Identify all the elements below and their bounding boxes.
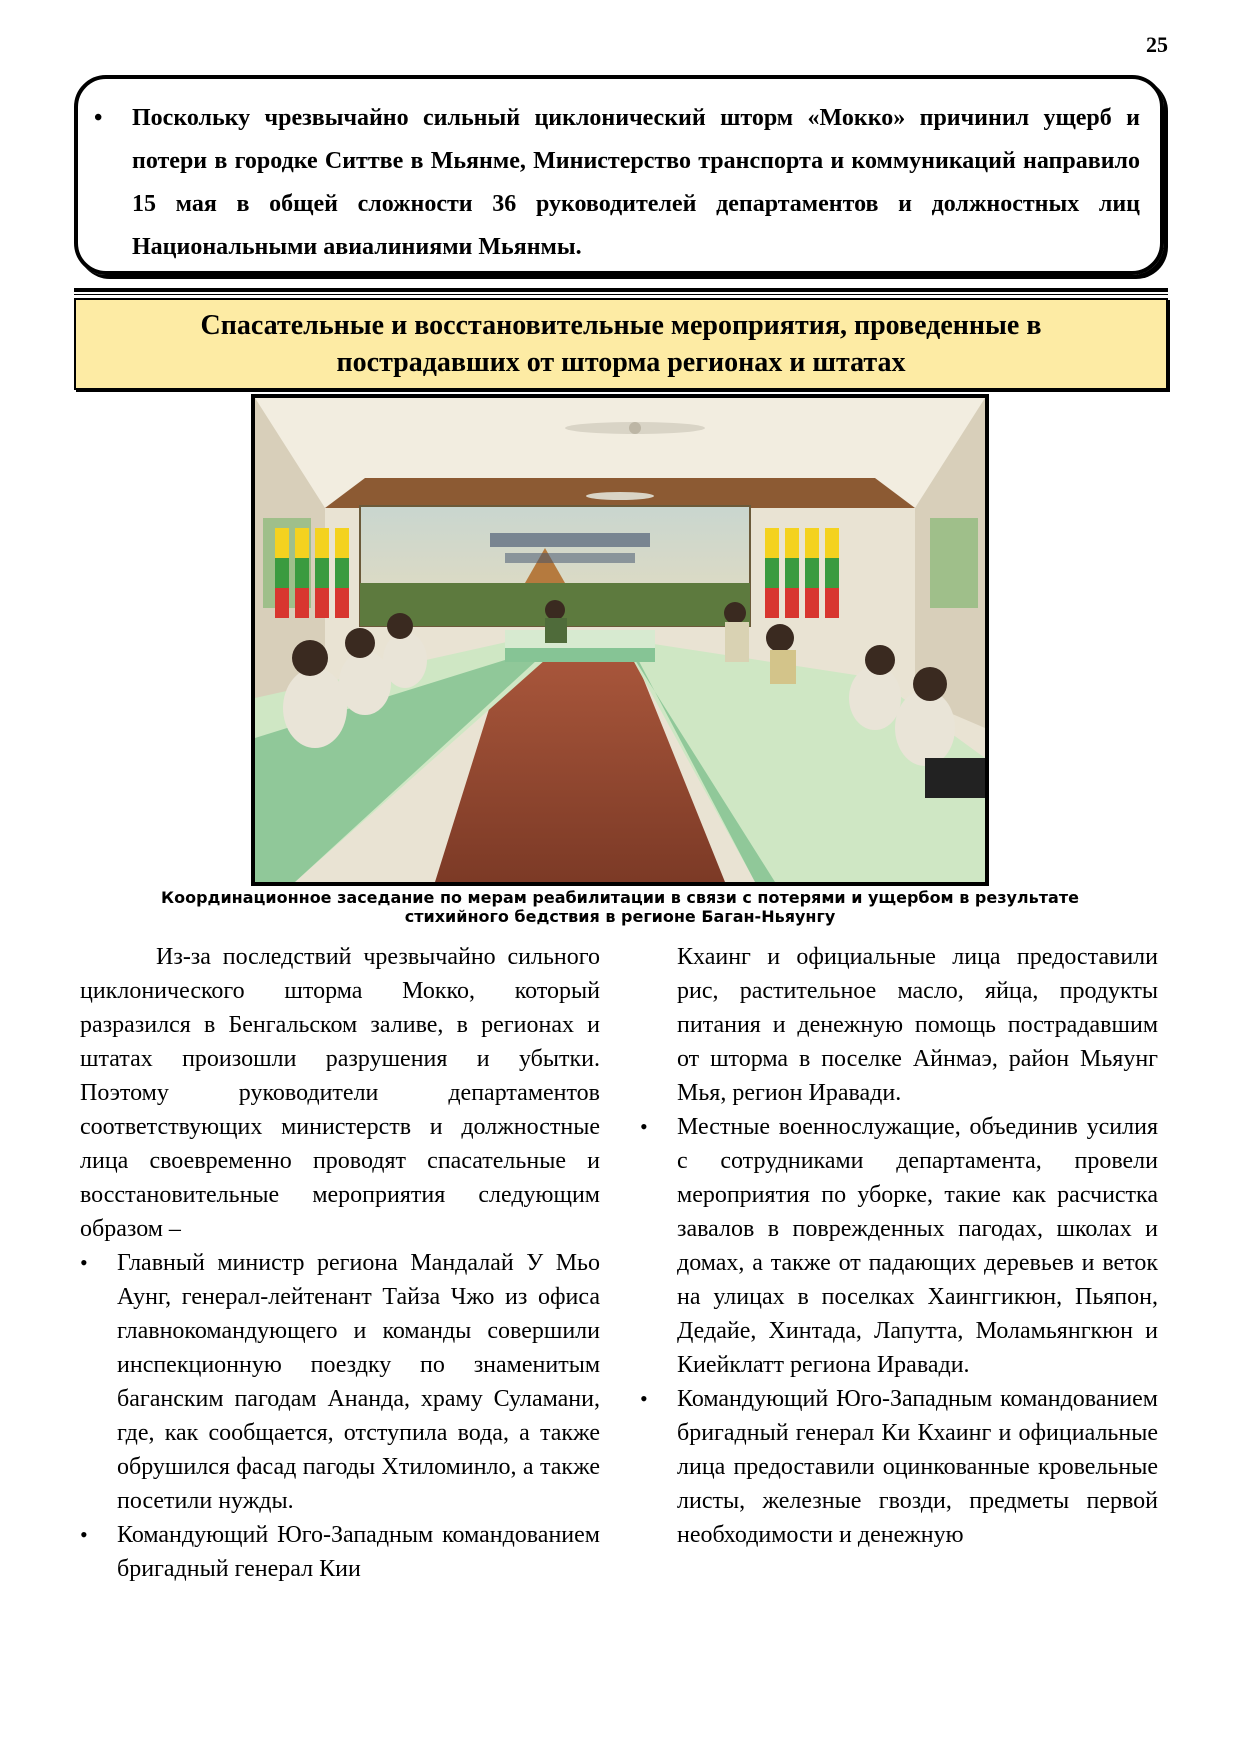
section-heading-box (74, 298, 1168, 390)
notice-bullet: • (94, 105, 103, 131)
divider-rule-thick (74, 288, 1168, 292)
meeting-photo-illustration (255, 398, 985, 882)
bullet-marker: • (80, 1250, 88, 1275)
meeting-photo (251, 394, 989, 886)
page-number: 25 (1146, 32, 1168, 57)
notice-list (94, 97, 1140, 269)
intro-paragraph: Из-за последствий чрезвычайно сильного циклонического шторма Мокко, который разразился в Бенгальском заливе, в регионах и штатах произошли разрушения и убытки. Поэтому руководители департаментов соответствующих министерств и должностные лица своевременно проводят спасательные и восстановительные мероприятия следующим образом – (80, 944, 600, 1242)
notice-item (94, 97, 1140, 269)
continuation-paragraph: Кхаинг и официальные лица предоставили рис, растительное масло, яйца, продукты питания и денежную помощь пострадавшим от шторма в поселке Айнмаэ, район Мьяунг Мья, регион Иравади. (677, 944, 1158, 1106)
section-heading: Спасательные и восстановительные мероприятия, проведенные в пострадавших от шторма регионах и штатах (200, 310, 1042, 378)
list-item-text: Командующий Юго-Западным командованием бригадный генерал Кии (117, 1522, 600, 1582)
list-item-text: Местные военнослужащие, объединив усилия с сотрудниками департамента, провели мероприятия по уборке, такие как расчистка завалов в поврежденных пагодах, школах и домах, а также от падающих деревьев и веток на улицах в поселках Хаинггикюн, Пьяпон, Дедайе, Хинтада, Лапутта, Моламьянгкюн и Киейклатт региона Иравади. (677, 1114, 1158, 1378)
list-item (640, 1110, 1158, 1382)
list-item (640, 1382, 1158, 1552)
bullet-marker: • (80, 1522, 88, 1547)
list-item (80, 1246, 600, 1518)
right-column (640, 940, 1158, 1552)
bullet-marker: • (640, 1386, 648, 1411)
list-item-text: Главный министр региона Мандалай У Мьо Аунг, генерал-лейтенант Тайза Чжо из офиса главнокомандующего и команды совершили инспекционную поездку по знаменитым баганским пагодам Ананда, храму Суламани, где, как сообщается, отступила вода, а также обрушился фасад пагоды Хтиломинло, а также посетили нужды. (117, 1250, 600, 1514)
divider-rule-thin (74, 294, 1168, 295)
list-item-text: Командующий Юго-Западным командованием бригадный генерал Ки Кхаинг и официальные лица предоставили оцинкованные кровельные листы, железные гвозди, предметы первой необходимости и денежную (677, 1386, 1158, 1548)
notice-box (74, 75, 1164, 275)
notice-text: Поскольку чрезвычайно сильный циклонический шторм «Мокко» причинил ущерб и потери в городке Ситтве в Мьянме, Министерство транспорта и коммуникаций направило 15 мая в общей сложности 36 руководителей департаментов и должностных лиц Национальными авиалиниями Мьянмы. (132, 105, 1140, 260)
photo-caption: Координационное заседание по мерам реабилитации в связи с потерями и ущербом в результате стихийного бедствия в регионе Баган-Ньяунгу (161, 888, 1079, 926)
list-item (80, 1518, 600, 1586)
left-column (80, 940, 600, 1586)
bullet-marker: • (640, 1114, 648, 1139)
